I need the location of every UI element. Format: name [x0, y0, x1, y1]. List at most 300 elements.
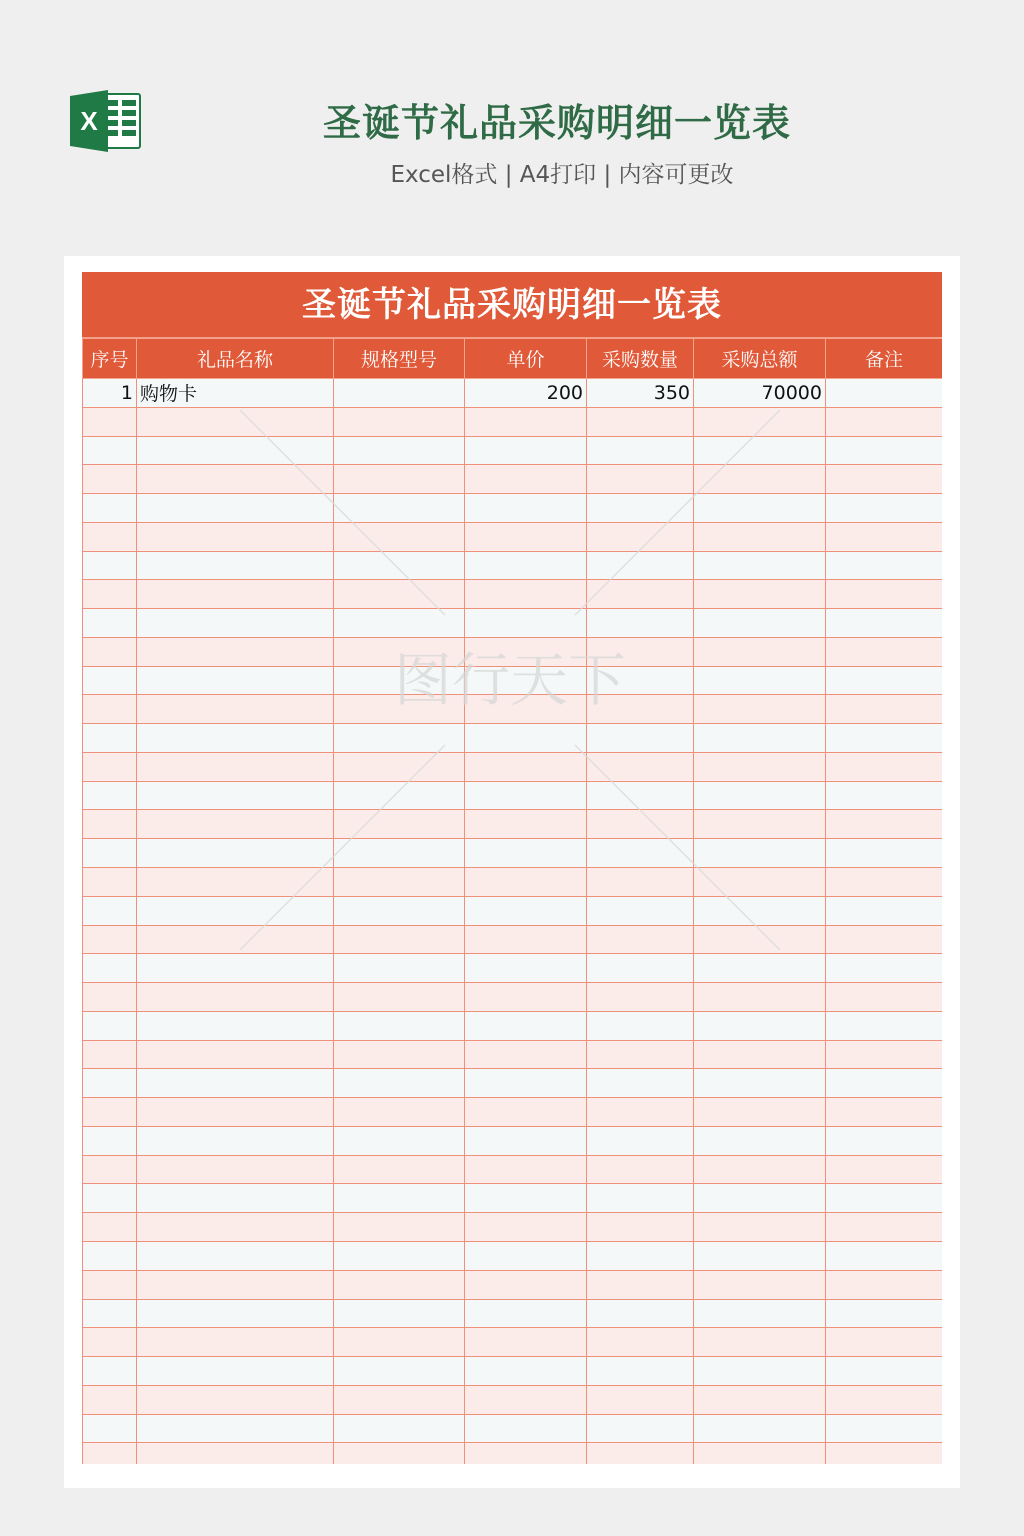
cell-quantity[interactable]: [587, 695, 694, 724]
cell-total[interactable]: [694, 1443, 826, 1464]
cell-remarks[interactable]: [826, 522, 943, 551]
page-title: 圣诞节礼品采购明细一览表: [322, 101, 791, 145]
cell-unit-price[interactable]: [465, 1069, 587, 1098]
cell-spec[interactable]: [334, 522, 465, 551]
cell-unit-price[interactable]: [465, 925, 587, 954]
cell-total[interactable]: [694, 810, 826, 839]
cell-spec[interactable]: [334, 983, 465, 1012]
cell-quantity[interactable]: [587, 1213, 694, 1242]
cell-remarks[interactable]: [826, 1357, 943, 1386]
cell-index[interactable]: [83, 1184, 137, 1213]
cell-index[interactable]: [83, 868, 137, 897]
cell-total[interactable]: [694, 1213, 826, 1242]
cell-index[interactable]: [83, 752, 137, 781]
cell-remarks[interactable]: [826, 925, 943, 954]
cell-gift-name[interactable]: [137, 983, 334, 1012]
cell-gift-name[interactable]: [137, 810, 334, 839]
table-row: [83, 436, 943, 465]
cell-quantity[interactable]: [587, 781, 694, 810]
cell-gift-name[interactable]: [137, 896, 334, 925]
cell-total[interactable]: [694, 868, 826, 897]
cell-quantity[interactable]: [587, 494, 694, 523]
cell-gift-name[interactable]: [137, 522, 334, 551]
cell-quantity[interactable]: [587, 810, 694, 839]
table-row: [83, 1011, 943, 1040]
cell-unit-price[interactable]: [465, 1385, 587, 1414]
cell-spec[interactable]: [334, 407, 465, 436]
cell-total[interactable]: [694, 551, 826, 580]
cell-remarks[interactable]: [826, 465, 943, 494]
cell-unit-price[interactable]: [465, 637, 587, 666]
cell-quantity[interactable]: [587, 580, 694, 609]
cell-spec[interactable]: [334, 494, 465, 523]
cell-total[interactable]: [694, 407, 826, 436]
cell-spec[interactable]: [334, 724, 465, 753]
cell-remarks[interactable]: [826, 810, 943, 839]
cell-index[interactable]: [83, 1040, 137, 1069]
cell-spec[interactable]: [334, 1069, 465, 1098]
cell-unit-price[interactable]: [465, 695, 587, 724]
cell-index[interactable]: [83, 839, 137, 868]
cell-spec[interactable]: [334, 695, 465, 724]
cell-gift-name[interactable]: [137, 1011, 334, 1040]
cell-gift-name[interactable]: [137, 1357, 334, 1386]
cell-quantity[interactable]: [587, 1328, 694, 1357]
cell-gift-name[interactable]: [137, 839, 334, 868]
table-row: [83, 609, 943, 638]
cell-spec[interactable]: [334, 465, 465, 494]
cell-quantity[interactable]: [587, 551, 694, 580]
cell-remarks[interactable]: [826, 868, 943, 897]
cell-quantity[interactable]: [587, 522, 694, 551]
cell-index[interactable]: [83, 1098, 137, 1127]
cell-gift-name[interactable]: [137, 1040, 334, 1069]
cell-remarks[interactable]: [826, 752, 943, 781]
cell-gift-name[interactable]: [137, 407, 334, 436]
cell-quantity[interactable]: [587, 1385, 694, 1414]
cell-total[interactable]: [694, 666, 826, 695]
cell-remarks[interactable]: [826, 407, 943, 436]
cell-index[interactable]: [83, 580, 137, 609]
cell-index[interactable]: [83, 1241, 137, 1270]
cell-total[interactable]: [694, 724, 826, 753]
cell-remarks[interactable]: [826, 1098, 943, 1127]
cell-total[interactable]: [694, 1184, 826, 1213]
cell-remarks[interactable]: [826, 1443, 943, 1464]
cell-remarks[interactable]: [826, 1385, 943, 1414]
cell-total[interactable]: [694, 1011, 826, 1040]
cell-total[interactable]: [694, 580, 826, 609]
cell-remarks[interactable]: [826, 609, 943, 638]
table-row: [83, 379, 943, 408]
cell-unit-price[interactable]: [465, 1270, 587, 1299]
cell-remarks[interactable]: [826, 1040, 943, 1069]
cell-gift-name[interactable]: [137, 724, 334, 753]
cell-unit-price[interactable]: [465, 983, 587, 1012]
cell-total[interactable]: [694, 1357, 826, 1386]
purchase-table: [82, 338, 942, 1464]
cell-index[interactable]: [83, 1299, 137, 1328]
cell-unit-price[interactable]: [465, 1213, 587, 1242]
cell-total[interactable]: [694, 839, 826, 868]
cell-gift-name[interactable]: [137, 1385, 334, 1414]
cell-gift-name[interactable]: [137, 1241, 334, 1270]
cell-spec[interactable]: [334, 839, 465, 868]
cell-quantity[interactable]: [587, 1155, 694, 1184]
cell-unit-price[interactable]: 200: [465, 379, 587, 408]
cell-unit-price[interactable]: [465, 781, 587, 810]
cell-total[interactable]: [694, 522, 826, 551]
cell-total[interactable]: [694, 896, 826, 925]
table-row: [83, 925, 943, 954]
cell-remarks[interactable]: [826, 1126, 943, 1155]
cell-quantity[interactable]: [587, 839, 694, 868]
cell-spec[interactable]: [334, 1040, 465, 1069]
cell-spec[interactable]: [334, 379, 465, 408]
cell-gift-name[interactable]: [137, 1443, 334, 1464]
cell-total[interactable]: [694, 436, 826, 465]
cell-unit-price[interactable]: [465, 551, 587, 580]
cell-gift-name[interactable]: [137, 868, 334, 897]
cell-index[interactable]: [83, 1357, 137, 1386]
cell-index[interactable]: [83, 1385, 137, 1414]
cell-index[interactable]: [83, 1069, 137, 1098]
table-header-row: [83, 339, 943, 379]
cell-gift-name[interactable]: [137, 1270, 334, 1299]
cell-index[interactable]: [83, 1126, 137, 1155]
cell-quantity[interactable]: [587, 1241, 694, 1270]
cell-spec[interactable]: [334, 637, 465, 666]
cell-total[interactable]: [694, 1414, 826, 1443]
table-row: [83, 781, 943, 810]
cell-unit-price[interactable]: [465, 436, 587, 465]
cell-unit-price[interactable]: [465, 810, 587, 839]
cell-remarks[interactable]: [826, 781, 943, 810]
cell-spec[interactable]: [334, 1184, 465, 1213]
cell-spec[interactable]: [334, 609, 465, 638]
cell-unit-price[interactable]: [465, 1443, 587, 1464]
cell-index[interactable]: [83, 1011, 137, 1040]
cell-total[interactable]: [694, 983, 826, 1012]
cell-quantity[interactable]: [587, 954, 694, 983]
table-row: [83, 868, 943, 897]
column-header-index: 序号: [83, 339, 137, 379]
table-row: [83, 724, 943, 753]
cell-index[interactable]: 1: [83, 379, 137, 408]
cell-remarks[interactable]: [826, 954, 943, 983]
cell-unit-price[interactable]: [465, 666, 587, 695]
cell-index[interactable]: [83, 609, 137, 638]
cell-gift-name[interactable]: [137, 494, 334, 523]
cell-quantity[interactable]: [587, 1299, 694, 1328]
cell-gift-name[interactable]: [137, 609, 334, 638]
cell-unit-price[interactable]: [465, 1357, 587, 1386]
cell-gift-name[interactable]: [137, 781, 334, 810]
cell-gift-name[interactable]: [137, 1069, 334, 1098]
cell-unit-price[interactable]: [465, 465, 587, 494]
cell-unit-price[interactable]: [465, 580, 587, 609]
cell-unit-price[interactable]: [465, 868, 587, 897]
cell-gift-name[interactable]: 购物卡: [137, 379, 334, 408]
cell-index[interactable]: [83, 407, 137, 436]
cell-quantity[interactable]: [587, 724, 694, 753]
column-header-total: 采购总额: [694, 339, 826, 379]
table-row: [83, 954, 943, 983]
cell-quantity[interactable]: [587, 1040, 694, 1069]
cell-unit-price[interactable]: [465, 954, 587, 983]
cell-gift-name[interactable]: [137, 954, 334, 983]
cell-index[interactable]: [83, 494, 137, 523]
cell-quantity[interactable]: [587, 609, 694, 638]
cell-index[interactable]: [83, 637, 137, 666]
cell-unit-price[interactable]: [465, 1184, 587, 1213]
cell-index[interactable]: [83, 1328, 137, 1357]
cell-index[interactable]: [83, 666, 137, 695]
cell-remarks[interactable]: [826, 1011, 943, 1040]
cell-index[interactable]: [83, 695, 137, 724]
cell-quantity[interactable]: [587, 1011, 694, 1040]
cell-spec[interactable]: [334, 925, 465, 954]
cell-total[interactable]: [694, 1385, 826, 1414]
table-row: [83, 407, 943, 436]
cell-gift-name[interactable]: [137, 1126, 334, 1155]
cell-remarks[interactable]: [826, 379, 943, 408]
cell-gift-name[interactable]: [137, 436, 334, 465]
cell-remarks[interactable]: [826, 1241, 943, 1270]
cell-gift-name[interactable]: [137, 1299, 334, 1328]
cell-quantity[interactable]: [587, 896, 694, 925]
cell-quantity[interactable]: [587, 1357, 694, 1386]
cell-quantity[interactable]: [587, 1069, 694, 1098]
cell-total[interactable]: [694, 954, 826, 983]
table-row: [83, 465, 943, 494]
cell-gift-name[interactable]: [137, 465, 334, 494]
cell-spec[interactable]: [334, 1241, 465, 1270]
cell-index[interactable]: [83, 954, 137, 983]
table-row: [83, 810, 943, 839]
cell-remarks[interactable]: [826, 1299, 943, 1328]
cell-spec[interactable]: [334, 868, 465, 897]
cell-total[interactable]: [694, 1098, 826, 1127]
cell-total[interactable]: [694, 781, 826, 810]
cell-spec[interactable]: [334, 1098, 465, 1127]
column-header-quantity: 采购数量: [587, 339, 694, 379]
cell-index[interactable]: [83, 896, 137, 925]
cell-quantity[interactable]: [587, 868, 694, 897]
cell-index[interactable]: [83, 551, 137, 580]
cell-remarks[interactable]: [826, 637, 943, 666]
cell-remarks[interactable]: [826, 580, 943, 609]
cell-remarks[interactable]: [826, 896, 943, 925]
cell-gift-name[interactable]: [137, 1184, 334, 1213]
cell-total[interactable]: [694, 752, 826, 781]
table-row: [83, 1155, 943, 1184]
cell-unit-price[interactable]: [465, 724, 587, 753]
cell-spec[interactable]: [334, 1299, 465, 1328]
cell-index[interactable]: [83, 1155, 137, 1184]
cell-index[interactable]: [83, 465, 137, 494]
cell-remarks[interactable]: [826, 551, 943, 580]
cell-unit-price[interactable]: [465, 1126, 587, 1155]
cell-index[interactable]: [83, 436, 137, 465]
cell-total[interactable]: [694, 1328, 826, 1357]
cell-spec[interactable]: [334, 810, 465, 839]
table-row: [83, 752, 943, 781]
cell-spec[interactable]: [334, 954, 465, 983]
cell-gift-name[interactable]: [137, 1098, 334, 1127]
cell-spec[interactable]: [334, 1213, 465, 1242]
cell-total[interactable]: [694, 1126, 826, 1155]
cell-total[interactable]: [694, 494, 826, 523]
cell-unit-price[interactable]: [465, 1011, 587, 1040]
cell-unit-price[interactable]: [465, 609, 587, 638]
cell-total[interactable]: [694, 695, 826, 724]
cell-remarks[interactable]: [826, 1184, 943, 1213]
cell-remarks[interactable]: [826, 1270, 943, 1299]
cell-unit-price[interactable]: [465, 1241, 587, 1270]
table-row: [83, 1270, 943, 1299]
cell-total[interactable]: [694, 1299, 826, 1328]
cell-gift-name[interactable]: [137, 695, 334, 724]
cell-gift-name[interactable]: [137, 1213, 334, 1242]
cell-total[interactable]: [694, 1040, 826, 1069]
cell-spec[interactable]: [334, 1357, 465, 1386]
cell-total[interactable]: [694, 1270, 826, 1299]
cell-total[interactable]: [694, 1241, 826, 1270]
cell-index[interactable]: [83, 810, 137, 839]
table-row: [83, 1098, 943, 1127]
cell-index[interactable]: [83, 1443, 137, 1464]
cell-quantity[interactable]: [587, 1443, 694, 1464]
cell-gift-name[interactable]: [137, 925, 334, 954]
table-row: [83, 896, 943, 925]
cell-spec[interactable]: [334, 580, 465, 609]
cell-spec[interactable]: [334, 752, 465, 781]
cell-remarks[interactable]: [826, 494, 943, 523]
cell-quantity[interactable]: [587, 1270, 694, 1299]
cell-quantity[interactable]: [587, 666, 694, 695]
cell-quantity[interactable]: [587, 436, 694, 465]
cell-index[interactable]: [83, 925, 137, 954]
cell-gift-name[interactable]: [137, 637, 334, 666]
cell-gift-name[interactable]: [137, 1155, 334, 1184]
cell-gift-name[interactable]: [137, 1414, 334, 1443]
cell-gift-name[interactable]: [137, 1328, 334, 1357]
cell-gift-name[interactable]: [137, 551, 334, 580]
cell-index[interactable]: [83, 522, 137, 551]
cell-remarks[interactable]: [826, 695, 943, 724]
cell-index[interactable]: [83, 1414, 137, 1443]
table-row: [83, 1299, 943, 1328]
cell-gift-name[interactable]: [137, 580, 334, 609]
column-header-gift-name: 礼品名称: [137, 339, 334, 379]
cell-total[interactable]: [694, 637, 826, 666]
cell-spec[interactable]: [334, 781, 465, 810]
cell-index[interactable]: [83, 1213, 137, 1242]
cell-remarks[interactable]: [826, 436, 943, 465]
cell-unit-price[interactable]: [465, 494, 587, 523]
cell-unit-price[interactable]: [465, 1299, 587, 1328]
cell-spec[interactable]: [334, 1011, 465, 1040]
table-row: [83, 1385, 943, 1414]
cell-index[interactable]: [83, 1270, 137, 1299]
cell-index[interactable]: [83, 983, 137, 1012]
cell-unit-price[interactable]: [465, 1328, 587, 1357]
cell-total[interactable]: [694, 1069, 826, 1098]
cell-spec[interactable]: [334, 1155, 465, 1184]
table-row: [83, 1069, 943, 1098]
table-row: [83, 1357, 943, 1386]
cell-quantity[interactable]: [587, 637, 694, 666]
cell-quantity[interactable]: [587, 1414, 694, 1443]
cell-unit-price[interactable]: [465, 896, 587, 925]
cell-spec[interactable]: [334, 551, 465, 580]
cell-unit-price[interactable]: [465, 522, 587, 551]
table-body: [83, 379, 943, 1465]
cell-spec[interactable]: [334, 436, 465, 465]
cell-spec[interactable]: [334, 1270, 465, 1299]
cell-remarks[interactable]: [826, 839, 943, 868]
column-header-spec: 规格型号: [334, 339, 465, 379]
cell-spec[interactable]: [334, 1443, 465, 1464]
cell-quantity[interactable]: [587, 1184, 694, 1213]
table-row: [83, 580, 943, 609]
cell-index[interactable]: [83, 781, 137, 810]
cell-quantity[interactable]: [587, 1098, 694, 1127]
cell-remarks[interactable]: [826, 1213, 943, 1242]
cell-unit-price[interactable]: [465, 752, 587, 781]
table-row: [83, 839, 943, 868]
cell-quantity[interactable]: [587, 983, 694, 1012]
cell-total[interactable]: 70000: [694, 379, 826, 408]
cell-unit-price[interactable]: [465, 1040, 587, 1069]
cell-spec[interactable]: [334, 896, 465, 925]
cell-remarks[interactable]: [826, 1069, 943, 1098]
cell-total[interactable]: [694, 1155, 826, 1184]
cell-unit-price[interactable]: [465, 1414, 587, 1443]
cell-unit-price[interactable]: [465, 839, 587, 868]
cell-remarks[interactable]: [826, 666, 943, 695]
cell-spec[interactable]: [334, 666, 465, 695]
cell-unit-price[interactable]: [465, 407, 587, 436]
cell-remarks[interactable]: [826, 724, 943, 753]
cell-quantity[interactable]: [587, 465, 694, 494]
cell-quantity[interactable]: [587, 407, 694, 436]
table-row: [83, 695, 943, 724]
cell-quantity[interactable]: [587, 752, 694, 781]
cell-gift-name[interactable]: [137, 752, 334, 781]
cell-spec[interactable]: [334, 1126, 465, 1155]
cell-remarks[interactable]: [826, 1328, 943, 1357]
table-row: [83, 1443, 943, 1464]
cell-quantity[interactable]: [587, 1126, 694, 1155]
cell-unit-price[interactable]: [465, 1155, 587, 1184]
cell-total[interactable]: [694, 925, 826, 954]
cell-total[interactable]: [694, 465, 826, 494]
cell-gift-name[interactable]: [137, 666, 334, 695]
cell-total[interactable]: [694, 609, 826, 638]
cell-quantity[interactable]: 350: [587, 379, 694, 408]
cell-index[interactable]: [83, 724, 137, 753]
cell-unit-price[interactable]: [465, 1098, 587, 1127]
cell-spec[interactable]: [334, 1414, 465, 1443]
cell-spec[interactable]: [334, 1328, 465, 1357]
cell-remarks[interactable]: [826, 983, 943, 1012]
cell-remarks[interactable]: [826, 1414, 943, 1443]
cell-remarks[interactable]: [826, 1155, 943, 1184]
cell-spec[interactable]: [334, 1385, 465, 1414]
cell-quantity[interactable]: [587, 925, 694, 954]
